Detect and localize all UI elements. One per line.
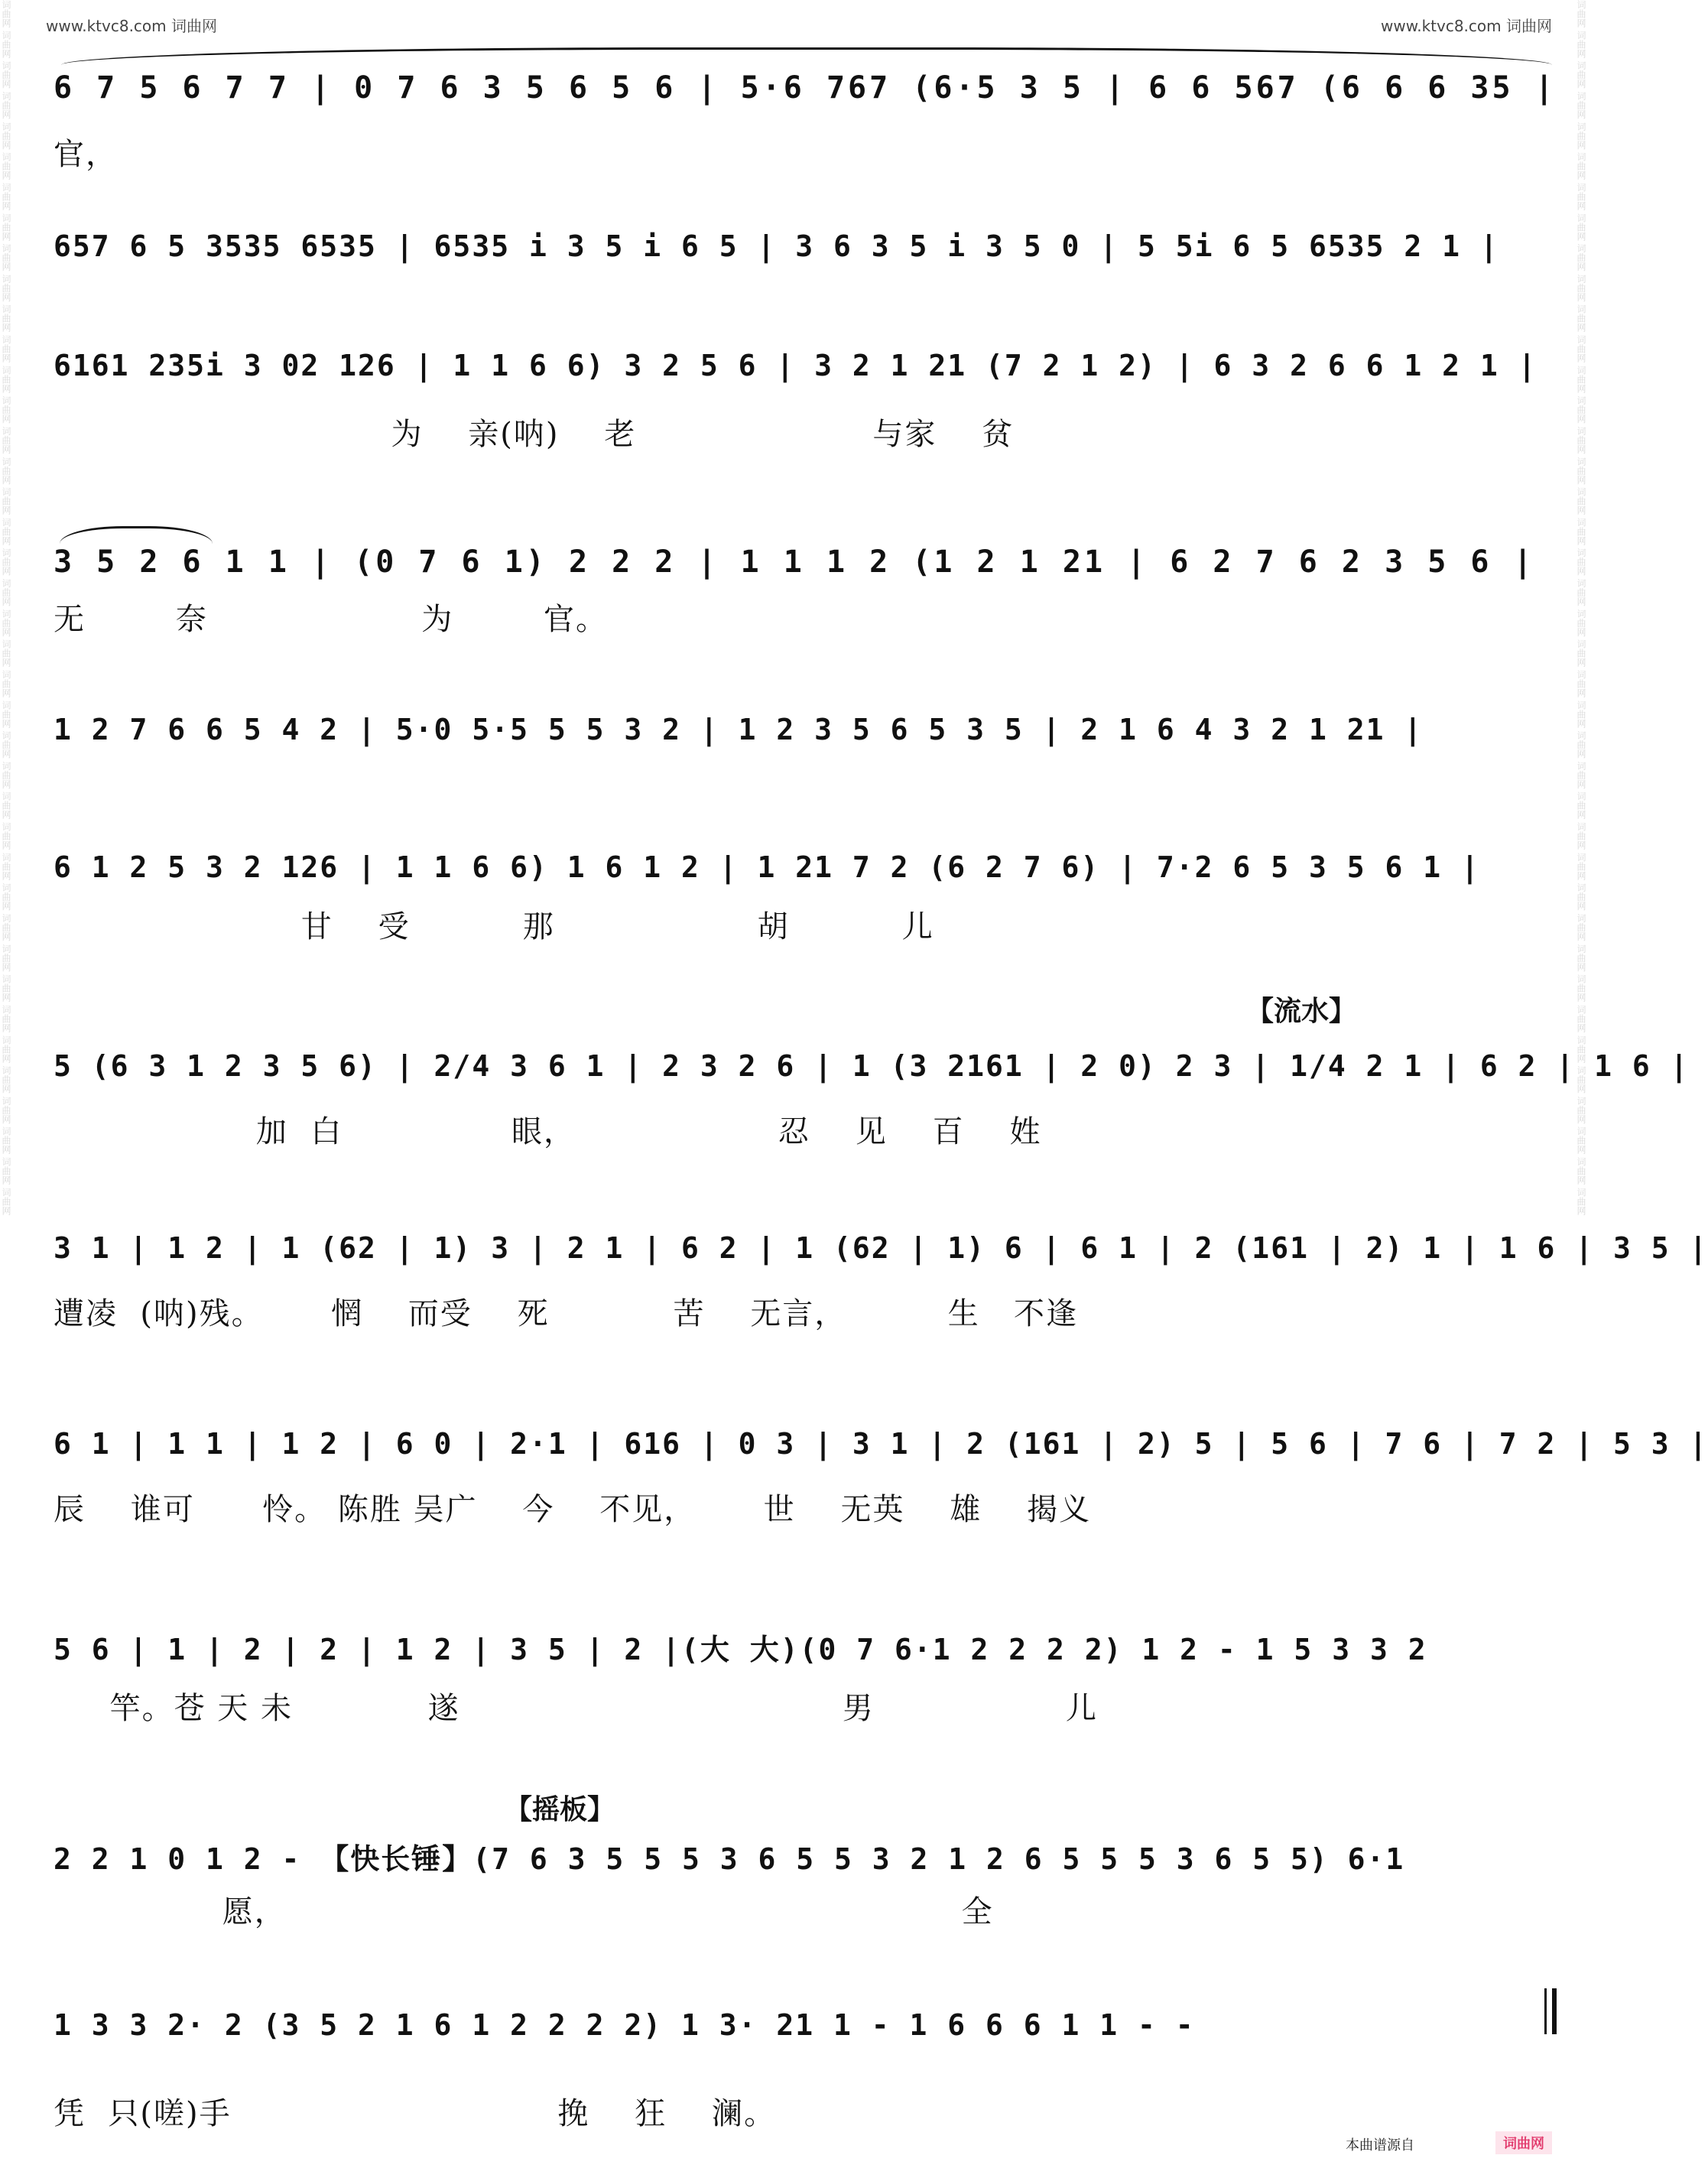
tempo-tag-yaoban: 【摇板】 <box>505 1793 615 1825</box>
slur <box>61 47 1552 65</box>
final-barline-thick <box>1552 1988 1557 2034</box>
notation-row-6: 6 1 2 5 3 2 126 | 1 1 6 6) 1 6 1 2 | 1 21 7 2 (6 2 7 6) | 7·2 6 5 3 5 6 1 | <box>54 850 1480 884</box>
lyric-row-8: 遭凌 (呐)残。 惘 而受 死 苦 无言， 生 不逢 <box>54 1296 1078 1331</box>
notation-row-12: 1 3 3 2· 2 (3 5 2 1 6 1 2 2 2 2) 1 3· 21 1 - 1 6 6 6 1 1 - - <box>54 2008 1195 2042</box>
notation-row-5: 1 2 7 6 6 5 4 2 | 5·0 5·5 5 5 3 2 | 1 2 3 5 6 5 3 5 | 2 1 6 4 3 2 1 21 | <box>54 713 1424 746</box>
lyric-row-4: 无 奈 为 官。 <box>54 602 609 637</box>
notation-row-3: 6161 235i 3 02 126 | 1 1 6 6) 3 2 5 6 | 3 2 1 21 (7 2 1 2) | 6 3 2 6 6 1 2 1 | <box>54 349 1538 382</box>
lyric-row-10: 竿。苍 天 未 遂 男 儿 <box>54 1691 1099 1726</box>
site-header-right[interactable]: www.ktvc8.com 词曲网 <box>1380 17 1552 35</box>
final-barline-thin <box>1544 1988 1547 2034</box>
edge-watermark-right: 词曲网 词曲网 词曲网 词曲网 词曲网 词曲网 词曲网 词曲网 词曲网 词曲网 词曲网 词曲网 词曲网 词曲网 词曲网 词曲网 词曲网 词曲网 词曲网 词曲网 词曲网 词曲网 词曲网 词曲网 词曲网 词曲网 词曲网 词曲网 词曲网 词曲网 词曲网 词曲网 词曲网 词曲网 词曲网 词曲网 词曲网 词曲网 词曲网 词曲网 <box>1576 0 1586 1215</box>
slur <box>60 526 213 544</box>
notation-row-10: 5 6 | 1 | 2 | 2 | 1 2 | 3 5 | 2 |(大 大)(0 7 6·1 2 2 2 2) 1 2 - 1 5 3 3 2 <box>54 1633 1427 1666</box>
footer-source: 本曲谱源自 <box>1346 2137 1414 2154</box>
notation-row-11: 2 2 1 0 1 2 - 【快长锤】(7 6 3 5 5 5 3 6 5 5 3 2 1 2 6 5 5 5 3 6 5 5) 6·1 <box>54 1842 1405 1876</box>
tempo-tag-liushui: 【流水】 <box>1246 995 1357 1027</box>
lyric-row-3: 为 亲(呐) 老 与家 贫 <box>54 417 1015 452</box>
edge-watermark-left: 词曲网 词曲网 词曲网 词曲网 词曲网 词曲网 词曲网 词曲网 词曲网 词曲网 词曲网 词曲网 词曲网 词曲网 词曲网 词曲网 词曲网 词曲网 词曲网 词曲网 词曲网 词曲网 词曲网 词曲网 词曲网 词曲网 词曲网 词曲网 词曲网 词曲网 词曲网 词曲网 词曲网 词曲网 词曲网 词曲网 词曲网 词曲网 词曲网 词曲网 <box>1 0 11 1215</box>
notation-row-1: 6 7 5 6 7 7 | 0 7 6 3 5 6 5 6 | 5·6 767 (6·5 3 5 | 6 6 567 (6 6 6 35 | <box>54 70 1557 106</box>
lyric-row-11: 愿， 全 <box>54 1894 994 1929</box>
notation-row-8: 3 1 | 1 2 | 1 (62 | 1) 3 | 2 1 | 6 2 | 1 (62 | 1) 6 | 6 1 | 2 (161 | 2) 1 | 1 6 | 3 5 | <box>54 1231 1708 1265</box>
lyric-row-7: 加 白 眼， 忍 见 百 姓 <box>54 1114 1042 1149</box>
site-header-left[interactable]: www.ktvc8.com 词曲网 <box>46 17 218 35</box>
lyric-row-12: 凭 只(嗟)手 挽 狂 澜。 <box>54 2096 777 2131</box>
notation-row-2: 657 6 5 3535 6535 | 6535 i 3 5 i 6 5 | 3 6 3 5 i 3 5 0 | 5 5i 6 5 6535 2 1 | <box>54 229 1499 263</box>
lyric-row-9: 辰 谁可 怜。 陈胜 吴广 今 不见， 世 无英 雄 揭义 <box>54 1492 1092 1527</box>
notation-row-7: 5 (6 3 1 2 3 5 6) | 2/4 3 6 1 | 2 3 2 6 | 1 (3 2161 | 2 0) 2 3 | 1/4 2 1 | 6 2 | 1 6 | <box>54 1049 1690 1083</box>
notation-row-4: 3 5 2 6 1 1 | (0 7 6 1) 2 2 2 | 1 1 1 2 (1 2 1 21 | 6 2 7 6 2 3 5 6 | <box>54 545 1535 580</box>
lyric-row-6: 甘 受 那 胡 儿 <box>54 909 934 944</box>
notation-row-9: 6 1 | 1 1 | 1 2 | 6 0 | 2·1 | 616 | 0 3 | 3 1 | 2 (161 | 2) 5 | 5 6 | 7 6 | 7 2 | 5 3 | <box>54 1427 1708 1461</box>
lyric-row-1: 官， <box>54 137 118 172</box>
footer-brand-logo[interactable]: 词曲网 <box>1495 2131 1552 2154</box>
